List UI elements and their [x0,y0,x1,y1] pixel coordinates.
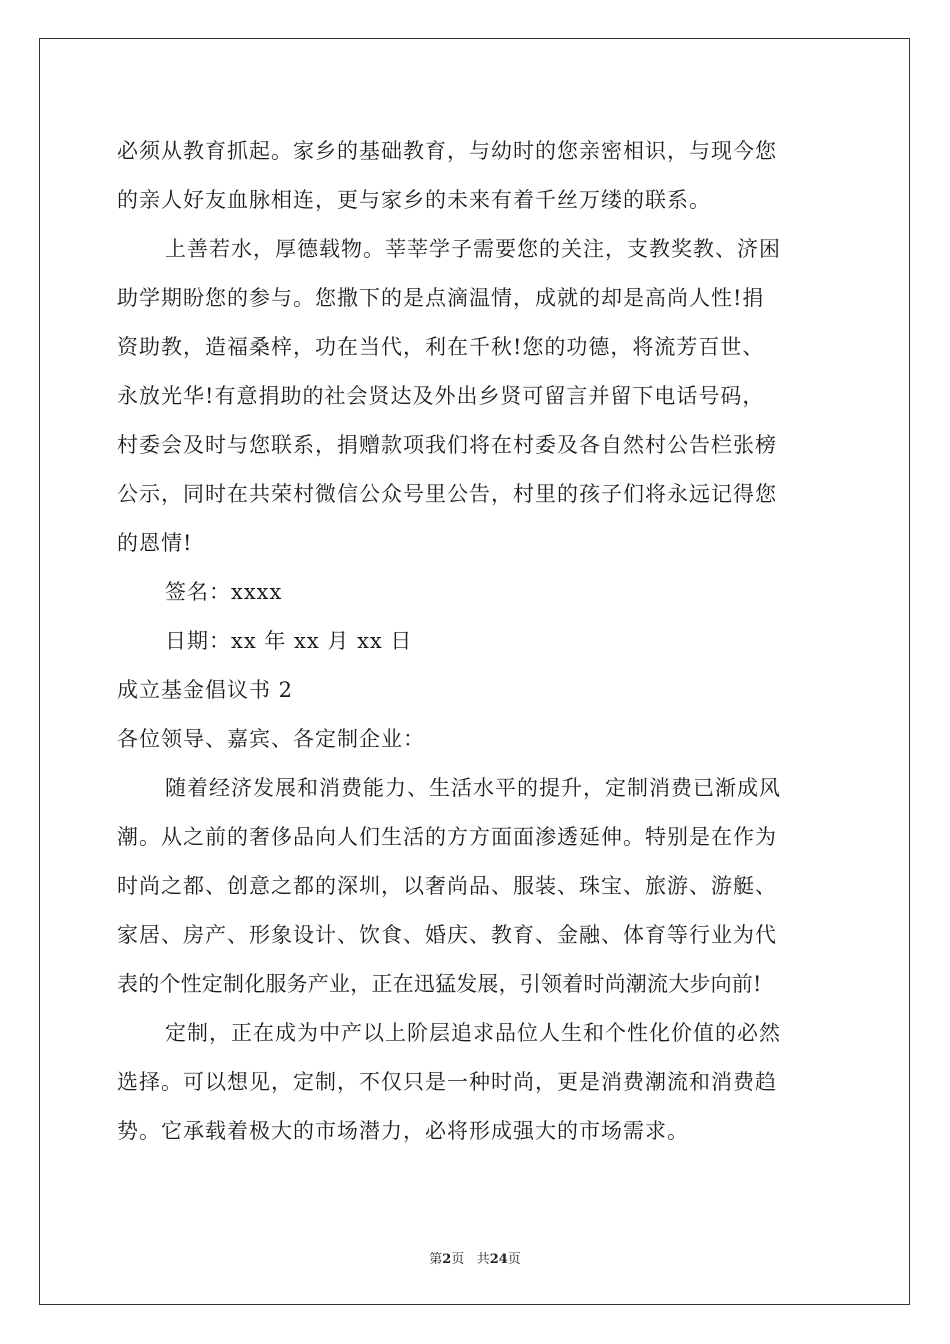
total-pages: 24 [489,1252,508,1267]
paragraph-line: 表的个性定制化服务产业，正在迅猛发展，引领着时尚潮流大步向前! [117,972,762,996]
paragraph-line: 随着经济发展和消费能力、生活水平的提升，定制消费已渐成风 [165,776,781,800]
document-body [117,127,837,1156]
page-number: 2 [442,1252,452,1267]
paragraph-line: 公示，同时在共荣村微信公众号里公告，村里的孩子们将永远记得您 [117,482,777,506]
section-title: 成立基金倡议书 2 [117,678,294,702]
paragraph-line: 永放光华!有意捐助的社会贤达及外出乡贤可留言并留下电话号码， [117,384,765,408]
paragraph-line: 时尚之都、创意之都的深圳，以奢尚品、服装、珠宝、旅游、游艇、 [117,874,777,898]
paragraph-line: 家居、房产、形象设计、饮食、婚庆、教育、金融、体育等行业为代 [117,923,777,947]
paragraph-line: 上善若水，厚德载物。莘莘学子需要您的关注，支教奖教、济困 [165,237,781,261]
paragraph-line: 助学期盼您的参与。您撒下的是点滴温情，成就的却是高尚人性!捐 [117,286,765,310]
paragraph-line: 选择。可以想见，定制，不仅只是一种时尚，更是消费潮流和消费趋 [117,1070,777,1094]
salutation-line: 各位领导、嘉宾、各定制企业： [117,727,425,751]
paragraph-line: 潮。从之前的奢侈品向人们生活的方方面面渗透延伸。特别是在作为 [117,825,777,849]
page-suffix: 页 [451,1252,465,1267]
signature-line: 签名：xxxx [165,580,283,604]
page-prefix: 第 [429,1252,443,1267]
paragraph-line: 的恩情! [117,531,193,555]
page-footer [0,1248,950,1267]
total-suffix: 页 [507,1252,521,1267]
date-line: 日期：xx 年 xx 月 xx 日 [165,629,413,653]
paragraph-line: 势。它承载着极大的市场潜力，必将形成强大的市场需求。 [117,1119,689,1143]
paragraph-line: 必须从教育抓起。家乡的基础教育，与幼时的您亲密相识，与现今您 [117,139,777,163]
paragraph-line: 定制，正在成为中产以上阶层追求品位人生和个性化价值的必然 [165,1021,781,1045]
paragraph-line: 村委会及时与您联系，捐赠款项我们将在村委及各自然村公告栏张榜 [117,433,777,457]
paragraph-line: 的亲人好友血脉相连，更与家乡的未来有着千丝万缕的联系。 [117,188,711,212]
paragraph-line: 资助教，造福桑梓，功在当代，利在千秋!您的功德，将流芳百世、 [117,335,765,359]
total-prefix: 共 [476,1252,490,1267]
